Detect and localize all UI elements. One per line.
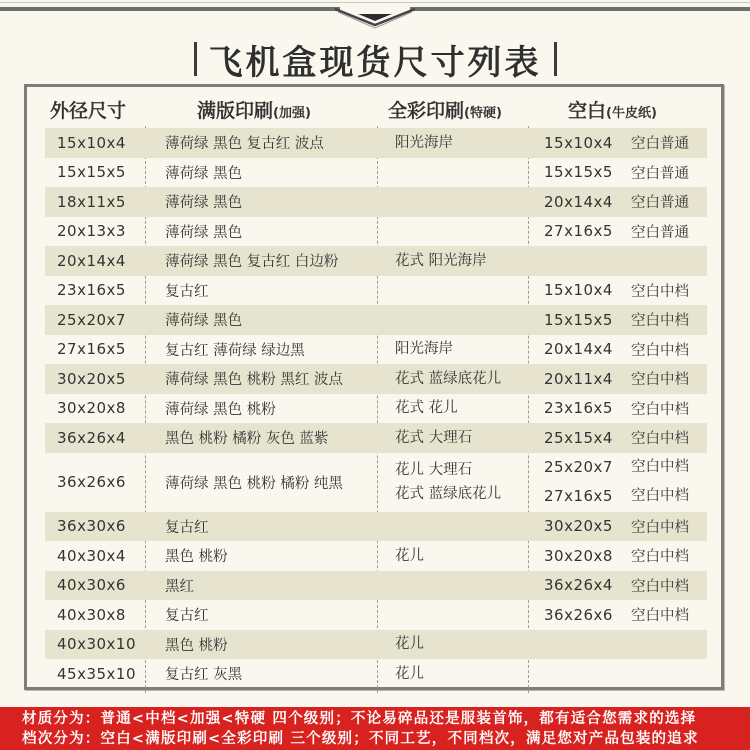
cell-blank-size: 25x15x4 [544, 428, 613, 447]
cell-size: 40x30x10 [57, 635, 137, 654]
cell-blank-size: 27x16x5 [544, 222, 613, 241]
blank-type-value: 空白中档 [631, 488, 689, 504]
cell-full-print: 薄荷绿 黑色 [165, 313, 243, 330]
table-row [45, 364, 707, 394]
cell-full-print: 复古红 [165, 519, 209, 536]
cell-size: 30x20x5 [57, 369, 126, 388]
header-blank-note: (牛皮纸) [606, 106, 657, 121]
cell-blank-type: 空白中档 [631, 608, 689, 625]
table-row [45, 128, 707, 158]
cell-full-print: 薄荷绿 黑色 复古红 波点 [165, 136, 324, 153]
cell-size: 27x16x5 [57, 340, 126, 359]
table-header [0, 96, 750, 126]
cell-blank-type: 空白中档 [631, 372, 689, 389]
table-row [45, 423, 707, 453]
color-print-option: 花儿 [395, 547, 424, 564]
cell-blank-size: 20x14x4 [544, 192, 613, 211]
color-print-option: 花式 花儿 [395, 400, 458, 417]
header-full-print-note: (加强) [273, 106, 311, 121]
header-blank [568, 96, 657, 126]
cell-blank-type [631, 659, 711, 689]
table-row [45, 394, 707, 424]
cell-blank-type: 空白中档 [631, 283, 689, 300]
title-bar-left [194, 42, 197, 76]
table-row [45, 630, 707, 660]
cell-blank-size: 15x10x4 [544, 281, 613, 300]
header-size-label: 外径尺寸 [50, 100, 127, 122]
blank-size-value: 25x20x7 [544, 458, 613, 476]
cell-blank-size: 15x10x4 [544, 133, 613, 152]
header-color-print-label: 全彩印刷 [388, 100, 465, 122]
color-print-option: 花式 蓝绿底花儿 [395, 486, 502, 502]
cell-blank-type: 空白普通 [631, 136, 689, 153]
cell-blank-type [631, 453, 711, 512]
cell-blank-size: 15x15x5 [544, 310, 613, 329]
footer-banner [0, 707, 750, 750]
size-table-body [45, 128, 707, 689]
cell-size: 20x14x4 [57, 251, 126, 270]
color-print-option: 花儿 [395, 636, 424, 653]
table-row [45, 217, 707, 247]
header-size [50, 96, 126, 126]
cell-full-print: 黑色 桃粉 [165, 637, 228, 654]
chevron-down-icon [330, 0, 420, 30]
cell-color-print [395, 187, 535, 217]
footer-material-line: 材质分为：普通<中档<加强<特硬 四个级别；不论易碎品还是服装首饰，都有适合您需求的选择 [22, 711, 697, 727]
cell-color-print [395, 630, 535, 660]
cell-size: 40x30x4 [57, 546, 126, 565]
cell-full-print: 薄荷绿 黑色 桃粉 黑红 波点 [165, 372, 343, 389]
blank-size-value: 27x16x5 [544, 487, 613, 505]
cell-color-print [395, 158, 535, 188]
cell-blank-size [544, 246, 624, 276]
cell-size: 23x16x5 [57, 281, 126, 300]
cell-blank-size [544, 453, 624, 512]
header-blank-label: 空白 [568, 100, 607, 122]
cell-color-print [395, 394, 535, 424]
table-row [45, 453, 707, 512]
page-title: 飞机盒现货尺寸列表 [208, 42, 542, 83]
blank-type-value: 空白中档 [631, 459, 689, 475]
color-print-option: 阳光海岸 [395, 134, 453, 151]
cell-size: 36x26x4 [57, 428, 126, 447]
cell-blank-type: 空白中档 [631, 431, 689, 448]
cell-color-print [395, 276, 535, 306]
cell-full-print: 薄荷绿 黑色 [165, 165, 243, 182]
cell-color-print [395, 246, 535, 276]
cell-full-print: 薄荷绿 黑色 [165, 195, 243, 212]
cell-full-print: 黑色 桃粉 橘粉 灰色 蓝紫 [165, 431, 329, 448]
cell-size: 15x15x5 [57, 163, 126, 182]
cell-size: 40x30x6 [57, 576, 126, 595]
cell-size: 36x26x6 [57, 473, 126, 491]
cell-color-print [395, 571, 535, 601]
page-title-block [0, 36, 750, 82]
top-rule-right [410, 7, 750, 11]
table-row [45, 512, 707, 542]
cell-blank-size [544, 630, 624, 660]
header-full-print-label: 满版印刷 [197, 100, 274, 122]
cell-blank-type: 空白中档 [631, 313, 689, 330]
cell-blank-type: 空白普通 [631, 224, 689, 241]
cell-color-print [395, 217, 535, 247]
cell-full-print: 薄荷绿 黑色 复古红 白边粉 [165, 254, 339, 271]
cell-blank-type: 空白中档 [631, 401, 689, 418]
header-color-print-note: (特硬) [464, 106, 502, 121]
cell-color-print [395, 453, 535, 512]
cell-color-print [395, 659, 535, 689]
cell-blank-size: 30x20x8 [544, 546, 613, 565]
cell-color-print [395, 541, 535, 571]
cell-full-print: 薄荷绿 黑色 桃粉 橘粉 纯黑 [165, 475, 343, 492]
cell-size: 15x10x4 [57, 133, 126, 152]
cell-blank-size: 36x26x6 [544, 605, 613, 624]
cell-blank-type: 空白中档 [631, 549, 689, 566]
cell-full-print: 复古红 [165, 608, 209, 625]
table-row [45, 187, 707, 217]
color-print-option: 花儿 [395, 665, 424, 682]
table-row [45, 276, 707, 306]
cell-blank-type: 空白普通 [631, 165, 689, 182]
table-row [45, 246, 707, 276]
cell-color-print [395, 600, 535, 630]
cell-blank-size: 20x14x4 [544, 340, 613, 359]
cell-full-print: 黑色 桃粉 [165, 549, 228, 566]
table-row [45, 158, 707, 188]
cell-size: 36x30x6 [57, 517, 126, 536]
cell-size: 45x35x10 [57, 664, 137, 683]
table-row [45, 659, 707, 689]
cell-size: 20x13x3 [57, 222, 126, 241]
table-row [45, 541, 707, 571]
table-row [45, 571, 707, 601]
cell-blank-size [544, 659, 624, 689]
cell-blank-type [631, 246, 711, 276]
cell-color-print [395, 512, 535, 542]
cell-blank-type: 空白中档 [631, 519, 689, 536]
cell-color-print [395, 423, 535, 453]
cell-full-print: 薄荷绿 黑色 桃粉 [165, 401, 276, 418]
title-bar-right [554, 42, 557, 76]
cell-blank-size: 36x26x4 [544, 576, 613, 595]
cell-size: 40x30x8 [57, 605, 126, 624]
cell-size: 30x20x8 [57, 399, 126, 418]
cell-full-print: 复古红 薄荷绿 绿边黑 [165, 342, 305, 359]
top-rule-left [0, 7, 340, 11]
cell-full-print: 薄荷绿 黑色 [165, 224, 243, 241]
table-row [45, 335, 707, 365]
cell-blank-type [631, 630, 711, 660]
cell-blank-type: 空白中档 [631, 578, 689, 595]
cell-blank-type: 空白中档 [631, 342, 689, 359]
color-print-option: 阳光海岸 [395, 341, 453, 358]
cell-blank-type: 空白普通 [631, 195, 689, 212]
cell-color-print [395, 305, 535, 335]
color-print-option: 花式 蓝绿底花儿 [395, 370, 502, 387]
footer-grade-line: 档次分为：空白<满版印刷<全彩印刷 三个级别；不同工艺，不同档次，满足您对产品包装的追求 [22, 731, 699, 747]
cell-blank-size: 30x20x5 [544, 517, 613, 536]
table-row [45, 305, 707, 335]
header-color-print [388, 96, 502, 126]
header-full-print [197, 96, 311, 126]
cell-color-print [395, 128, 535, 158]
cell-blank-size: 20x11x4 [544, 369, 613, 388]
color-print-option: 花式 阳光海岸 [395, 252, 487, 269]
cell-size: 25x20x7 [57, 310, 126, 329]
cell-color-print [395, 364, 535, 394]
cell-full-print: 复古红 灰黑 [165, 667, 243, 684]
cell-size: 18x11x5 [57, 192, 126, 211]
color-print-option: 花式 大理石 [395, 429, 473, 446]
cell-blank-size: 15x15x5 [544, 163, 613, 182]
color-print-option: 花儿 大理石 [395, 462, 473, 478]
table-row [45, 600, 707, 630]
cell-color-print [395, 335, 535, 365]
cell-full-print: 复古红 [165, 283, 209, 300]
cell-full-print: 黑红 [165, 578, 194, 595]
cell-blank-size: 23x16x5 [544, 399, 613, 418]
